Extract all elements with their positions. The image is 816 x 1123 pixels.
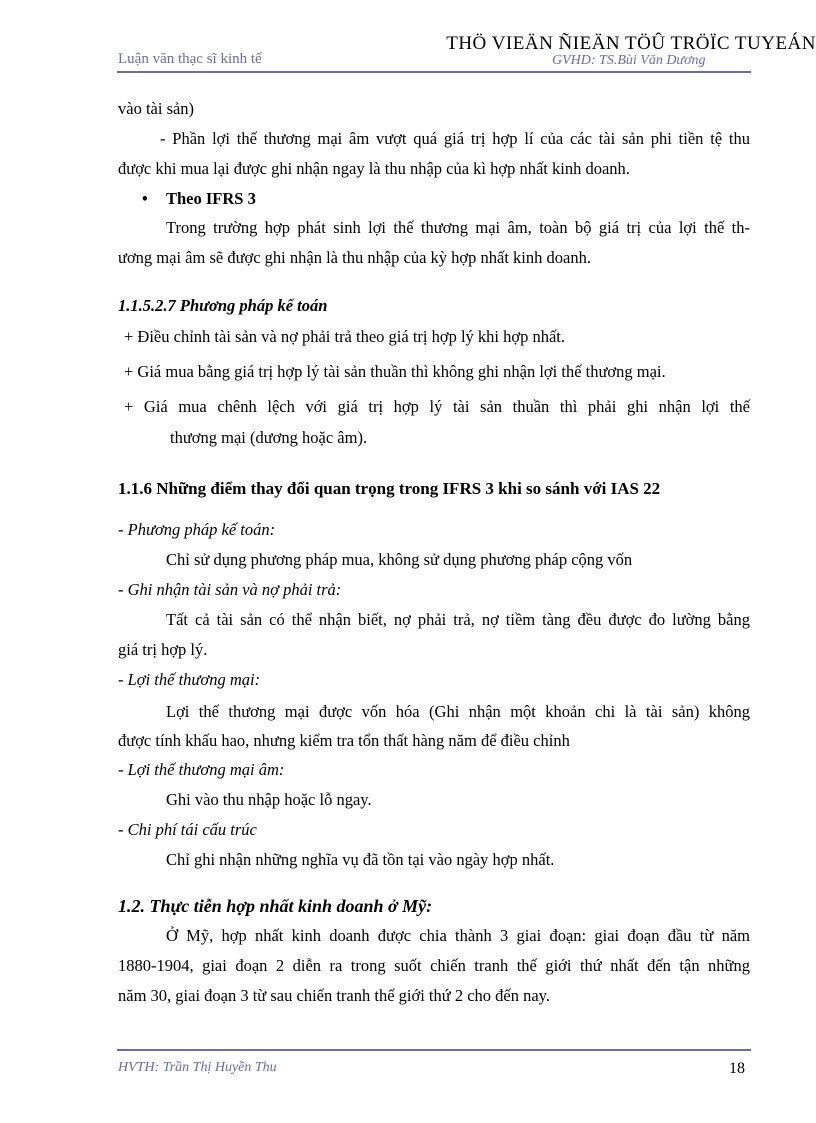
paragraph-line: Chỉ ghi nhận những nghĩa vụ đã tồn tại vào ngày hợp nhất. bbox=[166, 850, 555, 869]
ifrs3-subheading: Theo IFRS 3 bbox=[166, 189, 256, 208]
footer-divider bbox=[117, 1049, 751, 1051]
dash-heading: - Lợi thế thương mại: bbox=[118, 670, 261, 689]
bullet-icon: • bbox=[142, 189, 148, 208]
section-heading-1-1-5-2-7: 1.1.5.2.7 Phương pháp kế toán bbox=[118, 296, 328, 315]
library-watermark: THÖ VIEÄN ÑIEÄN TÖÛ TRÖÏC TUYEÁN bbox=[446, 33, 816, 54]
paragraph-line: Ghi vào thu nhập hoặc lỗ ngay. bbox=[166, 790, 372, 809]
paragraph-line: - Phần lợi thế thương mại âm vượt quá giá trị hợp lí của các tài sản phi tiền tệ thu bbox=[160, 129, 750, 148]
paragraph-line: Trong trường hợp phát sinh lợi thế thương mại âm, toàn bộ giá trị của lợi thế th- bbox=[166, 218, 750, 237]
dash-heading: - Ghi nhận tài sản và nợ phải trả: bbox=[118, 580, 342, 599]
paragraph-line: Lợi thế thương mại được vốn hóa (Ghi nhận một khoản chi là tài sản) không bbox=[166, 702, 750, 721]
header-divider bbox=[117, 71, 751, 73]
paragraph-line: vào tài sản) bbox=[118, 99, 195, 118]
paragraph-line: năm 30, giai đoạn 3 từ sau chiến tranh thế giới thứ 2 cho đến nay. bbox=[118, 986, 550, 1005]
paragraph-line: 1880-1904, giai đoạn 2 diễn ra trong suốt chiến tranh thế giới thứ nhất đến tận những bbox=[118, 956, 750, 975]
page-number: 18 bbox=[729, 1060, 745, 1077]
paragraph-line: Tất cả tài sản có thể nhận biết, nợ phải trả, nợ tiềm tàng đều được đo lường bằng bbox=[166, 610, 750, 629]
section-heading-1-1-6: 1.1.6 Những điểm thay đổi quan trọng trong IFRS 3 khi so sánh với IAS 22 bbox=[118, 479, 661, 498]
dash-heading: - Lợi thế thương mại âm: bbox=[118, 760, 285, 779]
paragraph-line: Ở Mỹ, hợp nhất kinh doanh được chia thành 3 giai đoạn: giai đoạn đầu từ năm bbox=[166, 926, 750, 945]
list-item-continuation: thương mại (dương hoặc âm). bbox=[170, 428, 368, 447]
paragraph-line: được tính khấu hao, nhưng kiểm tra tổn thất hàng năm để điều chỉnh bbox=[118, 731, 570, 750]
list-item: + Giá mua bằng giá trị hợp lý tài sản thuần thì không ghi nhận lợi thế thương mại. bbox=[124, 362, 666, 381]
header-supervisor: GVHD: TS.Bùi Văn Dương bbox=[552, 53, 706, 68]
paragraph-line: Chỉ sử dụng phương pháp mua, không sử dụng phương pháp cộng vốn bbox=[166, 550, 633, 569]
list-item: + Điều chỉnh tài sản và nợ phải trả theo giá trị hợp lý khi hợp nhất. bbox=[124, 327, 566, 346]
paragraph-line: được khi mua lại được ghi nhận ngay là thu nhập của kì hợp nhất kinh doanh. bbox=[118, 159, 630, 178]
section-heading-1-2: 1.2. Thực tiễn hợp nhất kinh doanh ở Mỹ: bbox=[118, 896, 433, 916]
paragraph-line: giá trị hợp lý. bbox=[118, 640, 208, 659]
dash-heading: - Chi phí tái cấu trúc bbox=[118, 820, 257, 839]
dash-heading: - Phương pháp kế toán: bbox=[118, 520, 276, 539]
list-item: + Giá mua chênh lệch với giá trị hợp lý tài sản thuần thì phải ghi nhận lợi thế bbox=[124, 397, 750, 416]
footer-author: HVTH: Trần Thị Huyền Thu bbox=[118, 1060, 277, 1075]
header-thesis-title: Luận văn thạc sĩ kinh tế bbox=[118, 51, 262, 67]
paragraph-line: ương mại âm sẽ được ghi nhận là thu nhập của kỳ hợp nhất kinh doanh. bbox=[118, 248, 591, 267]
